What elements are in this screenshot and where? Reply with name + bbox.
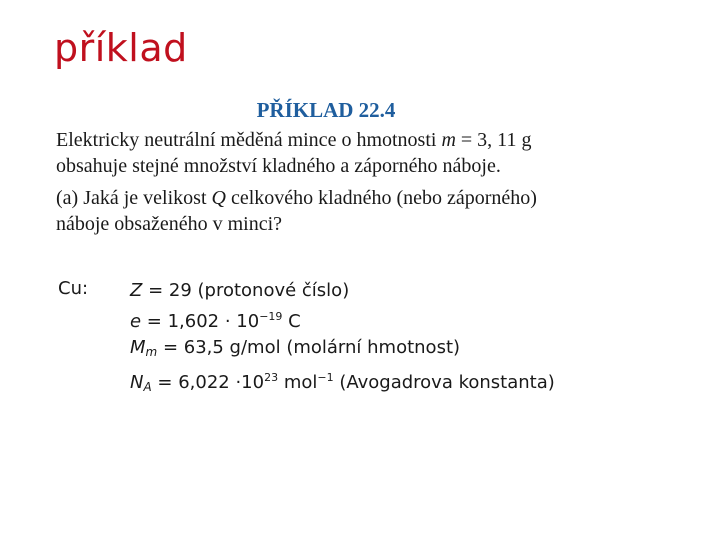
given-var: e [130, 311, 142, 332]
given-unit-exponent: −1 [317, 371, 334, 384]
problem-text: Elektricky neutrální měděná mince o hmotnosti [56, 129, 437, 151]
given-var: M [130, 337, 146, 358]
given-note: (Avogadrova konstanta) [333, 372, 555, 393]
given-list [130, 278, 555, 400]
question-line-2: náboje obsaženého v minci? [56, 213, 283, 235]
question-line-1 [56, 185, 636, 211]
problem-line-1 [56, 127, 636, 153]
given-text: = 1,602 · 10 [141, 311, 260, 332]
given-exponent: 23 [264, 371, 279, 384]
charge-variable: Q [211, 187, 226, 209]
given-row-molar-mass [130, 335, 555, 365]
given-label: Cu: [58, 278, 89, 299]
given-exponent: −19 [259, 310, 283, 323]
problem-line-2: obsahuje stejné množství kladného a záporného náboje. [56, 155, 501, 177]
given-text: = 29 (protonové číslo) [142, 280, 350, 301]
given-subscript: m [145, 345, 158, 359]
given-row-avogadro [130, 365, 555, 400]
example-excerpt [56, 98, 636, 237]
given-unit: C [282, 311, 301, 332]
mass-value: = 3, 11 g [460, 129, 532, 151]
given-row-elementary-charge [130, 304, 555, 335]
question-prefix: (a) Jaká je velikost [56, 187, 207, 209]
slide-title: příklad [54, 26, 188, 70]
given-text: = 63,5 g/mol (molární hmotnost) [157, 337, 461, 358]
given-var: N [130, 372, 144, 393]
given-var: Z [130, 280, 143, 301]
given-text: = 6,022 ·10 [151, 372, 265, 393]
given-unit: mol [278, 372, 318, 393]
given-subscript: A [143, 380, 152, 394]
example-heading: PŘÍKLAD 22.4 [256, 98, 396, 122]
mass-variable: m [441, 129, 456, 151]
given-row-atomic-number [130, 278, 555, 304]
question-suffix: celkového kladného (nebo záporného) [230, 187, 537, 209]
